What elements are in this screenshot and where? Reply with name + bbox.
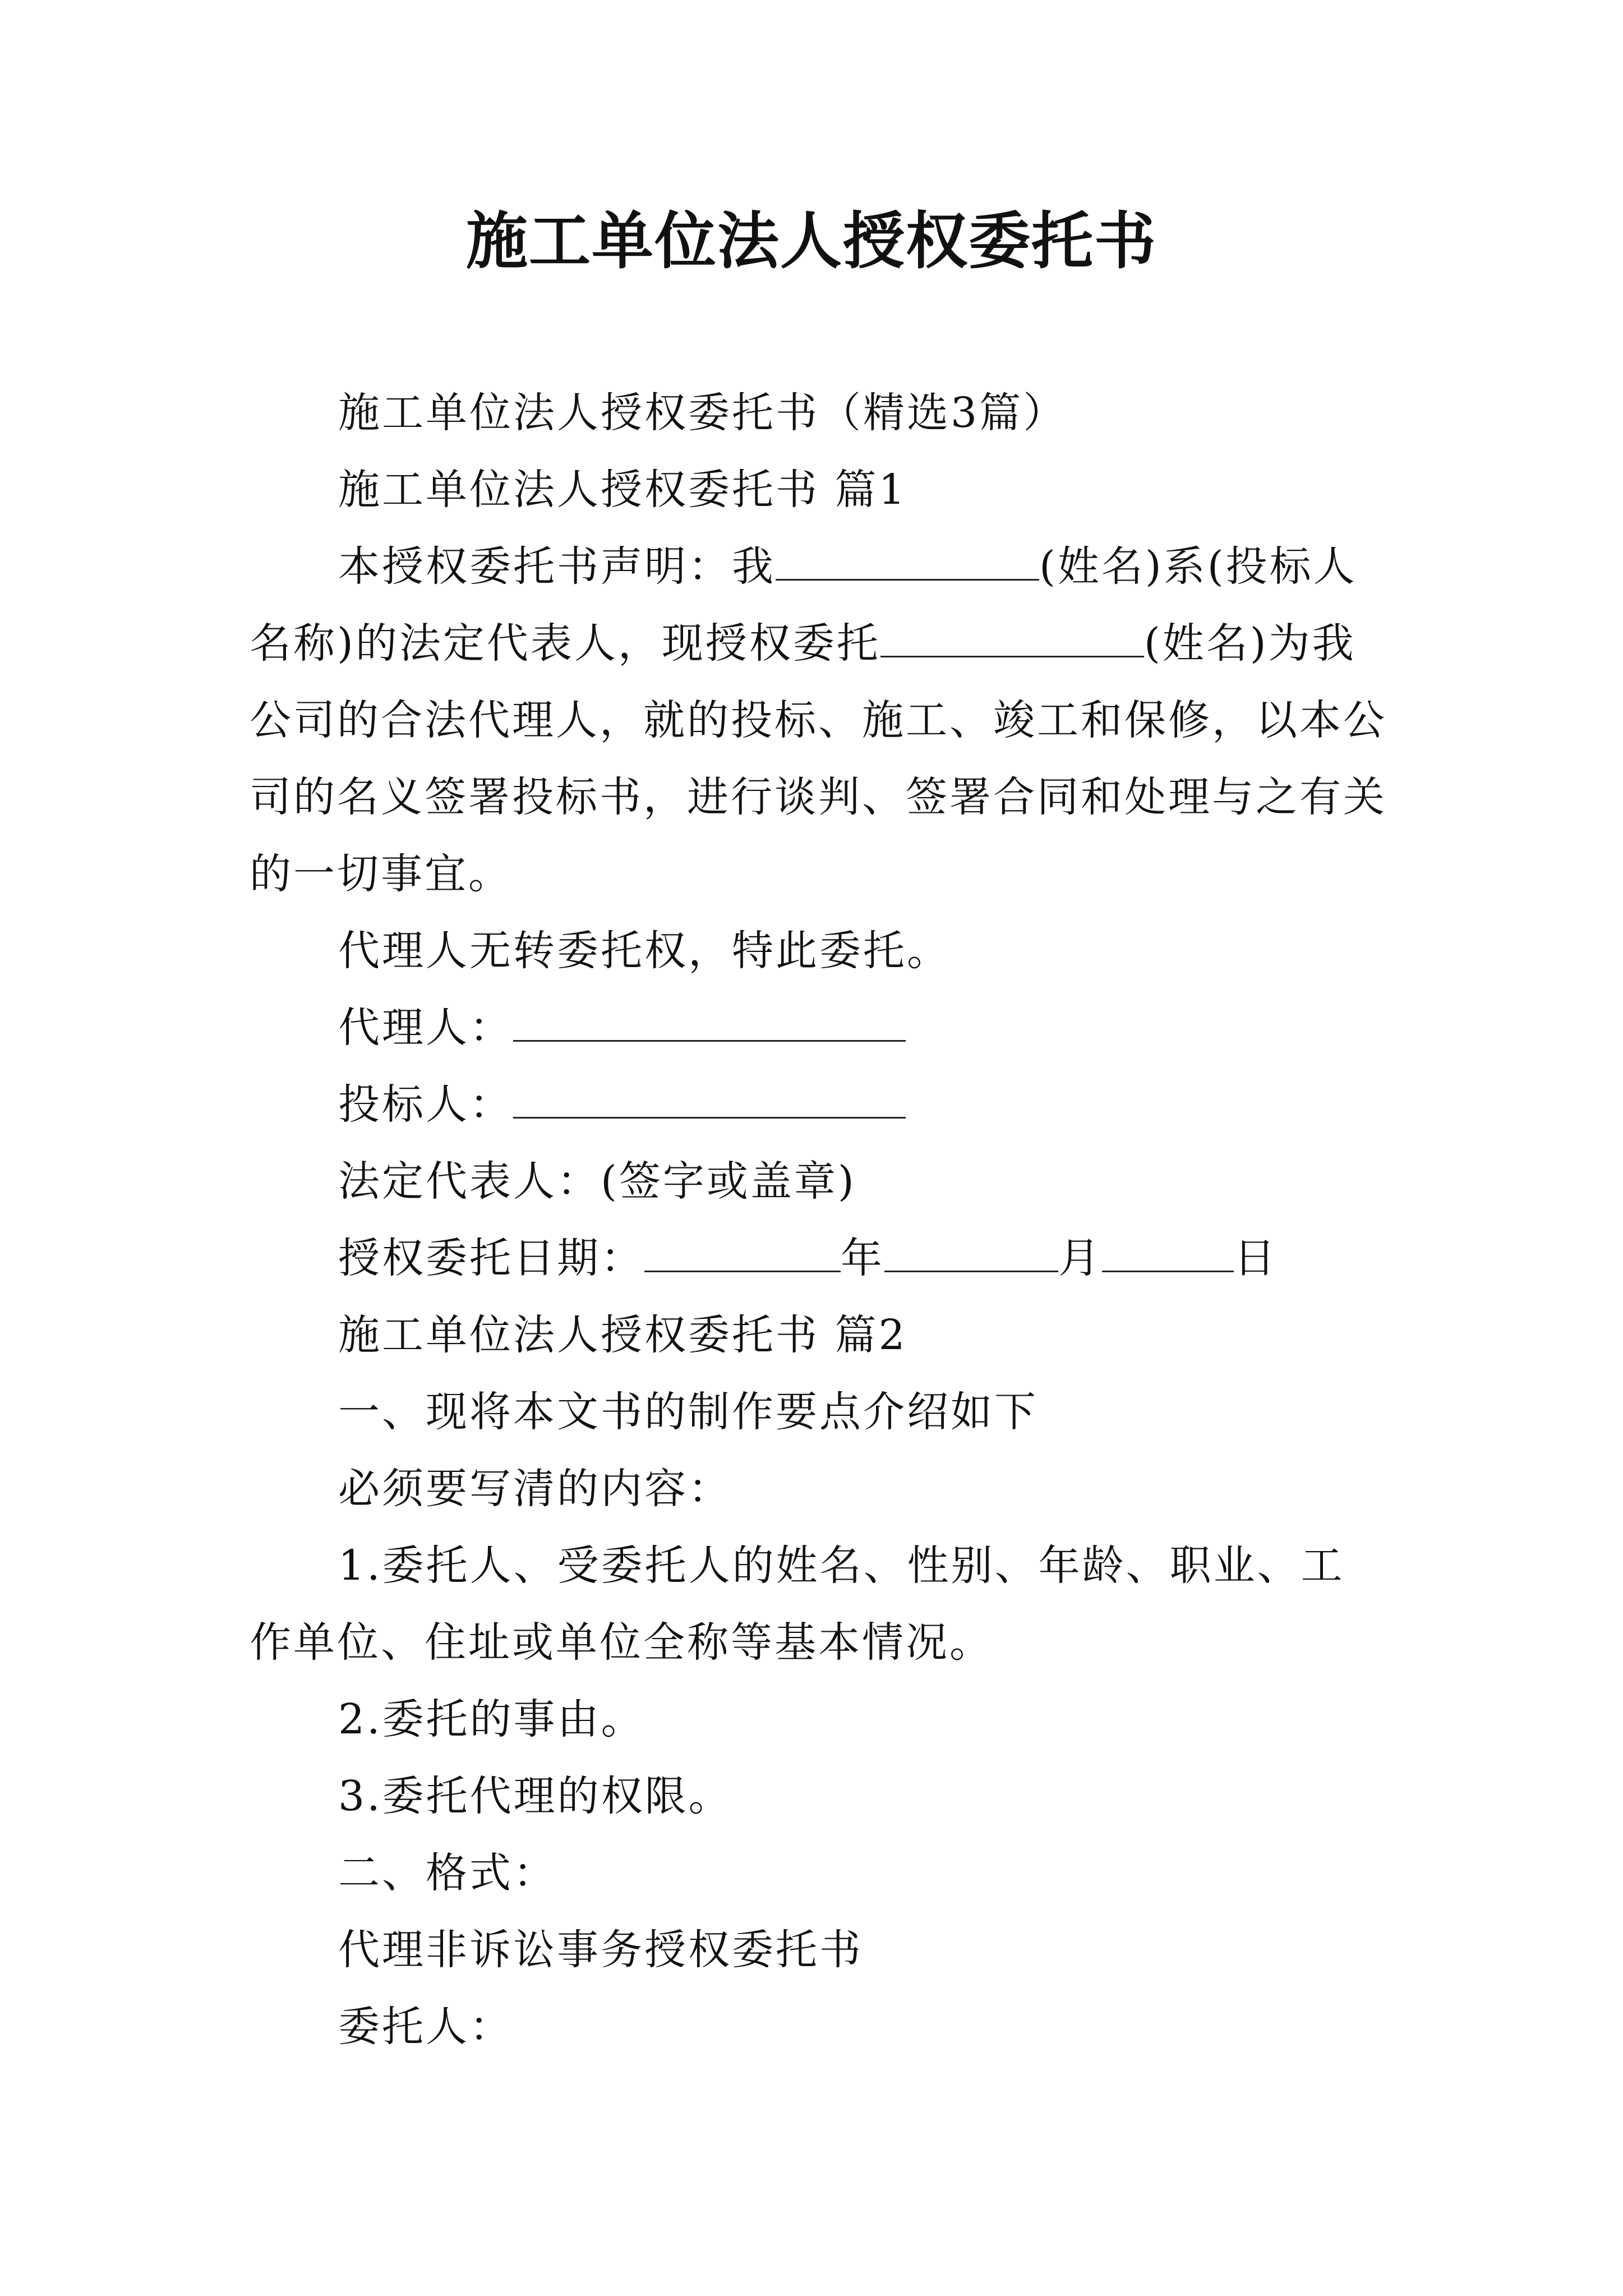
statement-part-2: (姓名)系(投标人名称)的法定代表人，现授权委托 [250,542,1357,668]
bidder-label: 投标人： [338,1080,513,1129]
month-blank [884,1233,1058,1272]
must-write-line: 必须要写清的内容： [338,1465,732,1513]
principal-name-blank [776,541,1039,581]
year-label: 年 [841,1234,884,1282]
document-body [250,375,1388,2065]
statement-part-1: 本授权委托书声明：我 [338,542,776,591]
no-transfer-clause: 代理人无转委托权，特此委托。 [338,927,951,975]
agent-name-blank [880,618,1144,657]
statement-part-3: (姓名)为我公司的合法代理人，就的投标、施工、竣工和保修，以本公司的名义签署投标书，进行谈判、签署合同和处理与之有关的一切事宜。 [250,619,1387,898]
agent-signature-blank [513,1002,906,1042]
agent-label: 代理人： [338,1004,513,1052]
list-item-2: 2.委托的事由。 [338,1695,645,1743]
month-label: 月 [1058,1234,1102,1282]
list-item-1: 1.委托人、受委托人的姓名、性别、年龄、职业、工作单位、住址或单位全称等基本情况。 [250,1542,1345,1667]
date-line [250,1220,1388,1297]
subtitle: 施工单位法人授权委托书（精选3篇） [338,389,1067,437]
day-blank [1102,1233,1234,1272]
bidder-line [250,1066,1388,1143]
agent-line [250,990,1388,1066]
intro-line: 一、现将本文书的制作要点介绍如下 [338,1388,1038,1436]
document-name-line: 代理非诉讼事务授权委托书 [338,1926,863,1974]
principal-line: 委托人： [338,2003,513,2051]
authorization-statement [250,528,1388,913]
document-title: 施工单位法人授权委托书 [466,205,1157,277]
section-1-heading: 施工单位法人授权委托书 篇1 [338,466,907,514]
year-blank [644,1233,841,1272]
date-label: 授权委托日期： [338,1234,644,1282]
list-item-3: 3.委托代理的权限。 [338,1772,732,1820]
legal-representative-line: 法定代表人：(签字或盖章) [338,1157,856,1205]
bidder-signature-blank [513,1079,906,1119]
day-label: 日 [1234,1234,1278,1282]
section-2-heading: 施工单位法人授权委托书 篇2 [338,1311,907,1359]
format-heading: 二、格式： [338,1849,557,1897]
